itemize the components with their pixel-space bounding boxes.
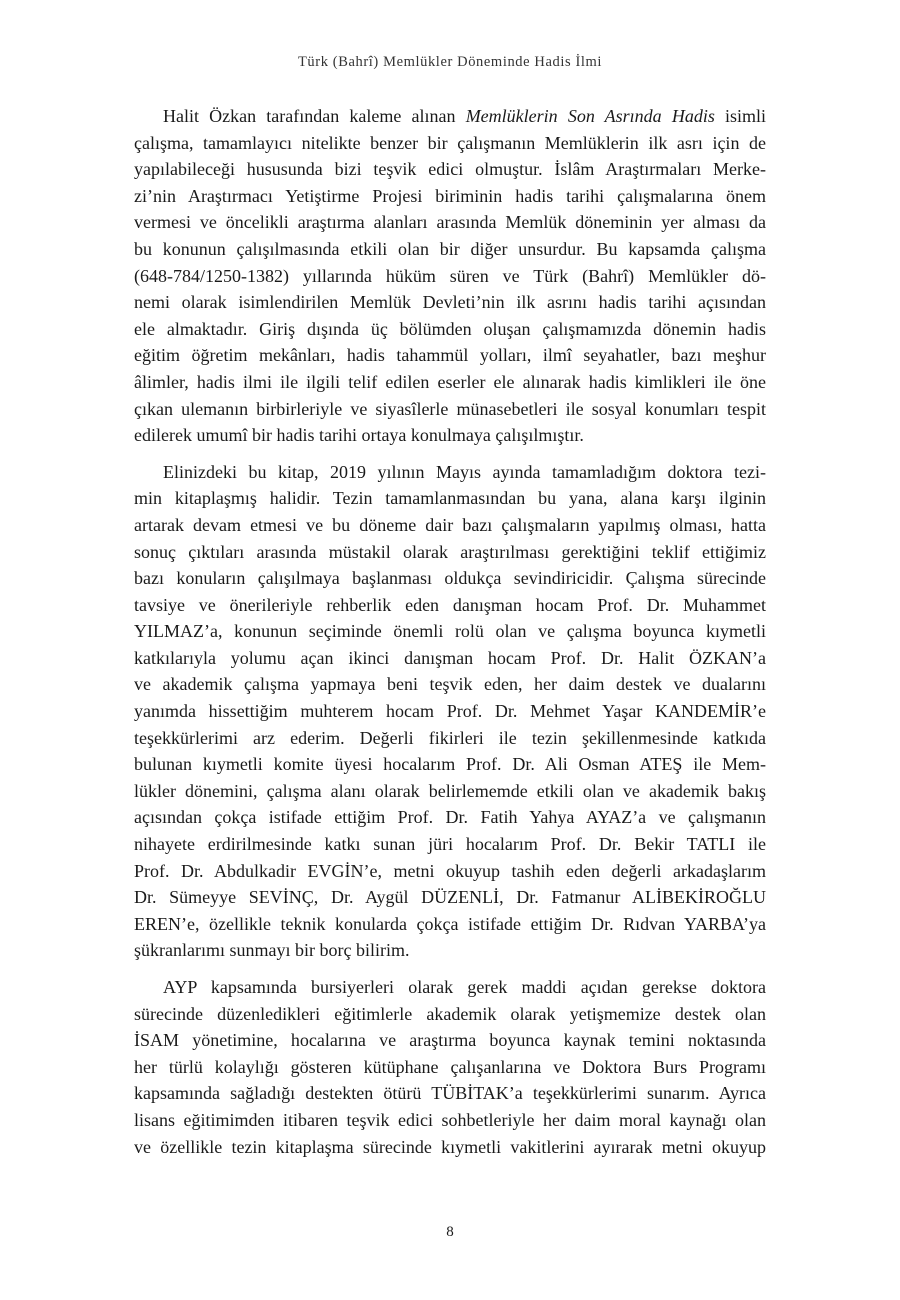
text-line: zi’nin Araştırmacı Yetiştirme Projesi biriminin hadis tarihi çalışmalarına önem xyxy=(134,185,766,206)
text-line: ele almaktadır. Giriş dışında üç bölümden oluşan çalışmamızda dönemin hadis xyxy=(134,318,766,339)
text-line: kapsamında sağladığı destekten ötürü TÜBİTAK’a teşekkürlerimi sunarım. Ayrıca xyxy=(134,1083,766,1104)
text-line: çıkan ulemanın birbirleriyle ve siyasîlerle münasebetleri ile sosyal konumları tespit xyxy=(134,398,766,419)
text-line: vermesi ve öncelikli araştırma alanları arasında Memlük döneminin yer alması da xyxy=(134,212,766,233)
paragraph-3 xyxy=(134,974,766,1160)
text-line: bazı konuların çalışılmaya başlanması oldukça sevindiricidir. Çalışma sürecinde xyxy=(134,568,766,589)
book-title-italic: Memlüklerin Son Asrında Hadis xyxy=(465,106,715,126)
text-line: lükler dönemini, çalışma alanı olarak belirlememde etkili olan ve akademik bakış xyxy=(134,780,766,801)
text-line: çalışma, tamamlayıcı nitelikte benzer bir çalışmanın Memlüklerin ilk asrı için de xyxy=(134,132,766,153)
text-line: (648-784/1250-1382) yıllarında hüküm süren ve Türk (Bahrî) Memlükler dö- xyxy=(134,265,766,286)
text-line: Dr. Sümeyye SEVİNÇ, Dr. Aygül DÜZENLİ, Dr. Fatmanur ALİBEKİROĞLU xyxy=(134,887,766,908)
text-line: ve akademik çalışma yapmaya beni teşvik eden, her daim destek ve dualarını xyxy=(134,674,766,695)
text-line: tavsiye ve önerileriyle rehberlik eden danışman hocam Prof. Dr. Muhammet xyxy=(134,594,766,615)
text-line: EREN’e, özellikle teknik konularda çokça istifade ettiğim Dr. Rıdvan YARBA’ya xyxy=(134,913,766,934)
text-line: bulunan kıymetli komite üyesi hocalarım Prof. Dr. Ali Osman ATEŞ ile Mem- xyxy=(134,754,766,775)
text-line: artarak devam etmesi ve bu döneme dair bazı çalışmaların yapılmış olması, hatta xyxy=(134,514,766,535)
paragraph-1 xyxy=(134,103,766,449)
text-line: AYP kapsamında bursiyerleri olarak gerek maddi açıdan gerekse doktora xyxy=(163,977,766,997)
page-number: 8 xyxy=(446,1224,454,1240)
text-line: ve özellikle tezin kitaplaşma sürecinde kıymetli vakitlerini ayırarak metni okuyup xyxy=(134,1136,766,1157)
text-line: açısından çokça istifade ettiğim Prof. Dr. Fatih Yahya AYAZ’a ve çalışmanın xyxy=(134,807,766,828)
running-header: Türk (Bahrî) Memlükler Döneminde Hadis İlmi xyxy=(297,54,603,70)
text-line: yapılabileceği hususunda bizi teşvik edici olmuştur. İslâm Araştırmaları Merke- xyxy=(134,159,766,180)
text-line: katkılarıyla yolumu açan ikinci danışman hocam Prof. Dr. Halit ÖZKAN’a xyxy=(134,647,766,668)
text-line: Halit Özkan tarafından kaleme alınan Memlüklerin Son Asrında Hadis isimli xyxy=(163,106,766,126)
text-line: eğitim öğretim mekânları, hadis tahammül yolları, ilmî seyahatler, bazı meşhur xyxy=(134,345,766,366)
text-line: yanımda hissettiğim muhterem hocam Prof. Dr. Mehmet Yaşar KANDEMİR’e xyxy=(134,701,766,722)
text-line: min kitaplaşmış halidir. Tezin tamamlanmasından bu yana, alana karşı ilginin xyxy=(134,488,766,509)
text-line: İSAM yönetimine, hocalarına ve araştırma boyunca kaynak temini noktasında xyxy=(134,1030,766,1051)
body-text xyxy=(134,103,766,1160)
text-line: sürecinde düzenledikleri eğitimlerle akademik olarak yetişmemize destek olan xyxy=(134,1003,766,1024)
text-line: Elinizdeki bu kitap, 2019 yılının Mayıs ayında tamamladığım doktora tezi- xyxy=(163,461,766,482)
text-line: sonuç çıktıları arasında müstakil olarak araştırılması gerektiğini teklif ettiğimiz xyxy=(134,541,766,562)
text-line: Prof. Dr. Abdulkadir EVGİN’e, metni okuyup tashih eden değerli arkadaşlarım xyxy=(134,860,766,881)
text-line: âlimler, hadis ilmi ile ilgili telif edilen eserler ele alınarak hadis kimlikleri ile öne xyxy=(134,371,766,392)
text-line: her türlü kolaylığı gösteren kütüphane çalışanlarına ve Doktora Burs Programı xyxy=(134,1056,766,1077)
text-line: bu konunun çalışılmasında etkili olan bir diğer unsurdur. Bu kapsamda çalışma xyxy=(134,238,766,259)
paragraph-2 xyxy=(134,459,766,964)
text-line: lisans eğitimimden itibaren teşvik edici sohbetleriyle her daim moral kaynağı olan xyxy=(134,1109,766,1130)
text-line: nihayete erdirilmesinde katkı sunan jüri hocalarım Prof. Dr. Bekir TATLI ile xyxy=(134,834,766,855)
text-line: şükranlarımı sunmayı bir borç bilirim. xyxy=(134,940,410,961)
text-line: nemi olarak isimlendirilen Memlük Devleti’nin ilk asrını hadis tarihi açısından xyxy=(134,292,766,313)
text-line: edilerek umumî bir hadis tarihi ortaya konulmaya çalışılmıştır. xyxy=(134,425,584,446)
text-line: YILMAZ’a, konunun seçiminde önemli rolü olan ve çalışma boyunca kıymetli xyxy=(134,621,766,642)
text-line: teşekkürlerimi arz ederim. Değerli fikirleri ile tezin şekillenmesinde katkıda xyxy=(134,727,766,748)
